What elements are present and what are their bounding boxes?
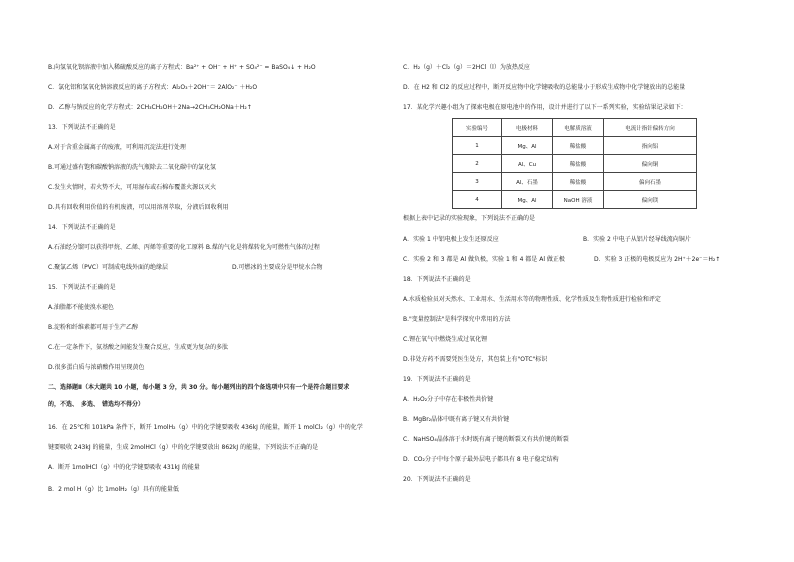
text-line: D.可燃冰的主要成分是甲烷水合物 [232,264,323,271]
table-cell: 2 [453,155,502,173]
section-heading-cont: 的，不选、 多选、 错选均不得分） [48,401,145,408]
table-header: 电极材料 [502,119,553,137]
text-line: C.聚氯乙烯（PVC）可制成电线外面的绝缘层 [48,264,169,271]
text-line: D．CO₂分子中每个原子最外层电子都具有 8 电子稳定结构 [403,456,559,463]
text-line: C．NaHSO₄晶体溶于水时既有离子键的断裂又有共价键的断裂 [403,436,569,443]
table-cell: Mg、Al [502,191,553,209]
table-cell: Mg、Al [502,137,553,155]
table-cell: 4 [453,191,502,209]
text-line: C．实验 2 和 3 都是 Al 做负极，实验 1 和 4 都是 Al 做正极 [403,256,565,263]
text-line: D.具有回收利用价值的有机废液，可以用溶剂萃取，分液后回收利用 [48,204,229,211]
table-header-row [453,119,697,137]
text-line: D.非处方药不需要凭医生处方，其包装上有"OTC"标识 [403,356,548,363]
text-line: A.油脂都不能使溴水褪色 [48,304,114,311]
question-18: 18．下列说法不正确的是 [403,276,471,283]
text-line: A.水质检验员对天然水、工业用水、生活用水等的物理性质、化学性质及生物性质进行检验和评定 [403,296,661,303]
text-line: C.发生火情时，若火势不大，可用湿布或石棉布覆盖火源以灭火 [48,184,217,191]
table-cell: 1 [453,137,502,155]
text-line: C．H₂（g）＋Cl₂（g）＝2HCl（l）为放热反应 [403,64,530,71]
table-header: 电解质溶液 [553,119,604,137]
table-row [453,173,697,191]
table-cell: 稀盐酸 [553,155,604,173]
question-15: 15．下列说法不正确的是 [48,284,116,291]
text-line: B．2 mol H（g）比 1molH₂（g）具有的能量低 [48,486,179,493]
table-cell: 偏向石墨 [604,173,697,191]
text-line: C．氯化铝和氢氧化钠溶液反应的离子方程式：Al₂O₃＋2OH⁻＝ 2AlO₂⁻ ＋H₂O [48,84,258,91]
table-header: 实验编号 [453,119,502,137]
text-line: 键要吸收 243kJ 的能量，生成 2molHCl（g）中的化学键要放出 862kJ 的能量，下列说法不正确的是 [48,444,319,451]
text-line: A．实验 1 中铝电极上发生还原反应 [403,236,499,243]
question-17: 17．某化学兴趣小组为了探索电极在原电池中的作用，设计并进行了以下一系列实验，实验结果记录如下： [403,104,687,111]
table-cell: Al、石墨 [502,173,553,191]
text-line: B．MgBr₂晶体中既有离子键又有共价键 [403,416,510,423]
table-cell: 指向铝 [604,137,697,155]
table-cell: NaOH 溶液 [553,191,604,209]
table-row [453,137,697,155]
text-line: C.锂在氧气中燃烧生成过氧化锂 [403,336,488,343]
table-cell: 偏向镁 [604,191,697,209]
text-line: C.在一定条件下，氨基酸之间能发生聚合反应，生成更为复杂的多肽 [48,344,229,351]
text-line: B．实验 2 中电子从铝片经导线流向铜片 [583,236,691,243]
text-line: 根据上表中记录的实验现象，下列说法不正确的是 [403,215,536,222]
question-13: 13．下列说法不正确的是 [48,124,116,131]
question-16: 16．在 25℃和 101kPa 条件下，断开 1molH₂（g）中的化学键要吸收 436kJ 的能量，断开 1 molCl₂（g）中的化学 [48,424,363,431]
table-row [453,155,697,173]
experiment-table [452,118,697,209]
text-line: B.淀粉和纤维素都可用于生产乙醇 [48,324,139,331]
text-line: A．断开 1molHCl（g）中的化学键要吸收 431kJ 的能量 [48,464,200,471]
table-cell: 稀盐酸 [553,137,604,155]
text-line: B."变量控制法"是科学探究中常用的方法 [403,316,511,323]
table-cell: Al、Cu [502,155,553,173]
text-line: A．H₂O₂分子中存在非极性共价键 [403,396,494,403]
section-heading: 二、选择题Ⅱ（本大题共 10 小题，每小题 3 分，共 30 分。每小题列出的四个备选项中只有一个是符合题目要求 [48,384,350,391]
text-line: D．乙醇与钠反应的化学方程式：2CH₃CH₂OH＋2Na→2CH₃CH₂ONa＋H₂↑ [48,104,252,111]
text-line: A.对于含重金属离子的废液，可利用沉淀法进行处理 [48,144,186,151]
text-line: A.石油经分馏可以获得甲烷、乙烯、丙烯等重要的化工原料 B.煤的气化是将煤转化为可燃性气体的过程 [48,244,320,251]
text-line: D．在 H2 和 Cl2 的反应过程中，断开反应物中化学键吸收的总能量小于形成生成物中化学键放出的总能量 [403,84,686,91]
question-14: 14．下列说法不正确的是 [48,224,116,231]
text-line: D.很多蛋白质与浓硝酸作用呈现黄色 [48,364,145,371]
text-line: B.可通过盛有饱和碳酸钠溶液的洗气瓶除去二氧化碳中的氯化氢 [48,164,217,171]
text-line: D．实验 3 正极的电极反应为 2H⁺＋2e⁻＝H₂↑ [594,256,721,263]
question-20: 20．下列说法不正确的是 [403,476,471,483]
table-header: 电流计指针偏转方向 [604,119,697,137]
table-cell: 3 [453,173,502,191]
table-row [453,191,697,209]
table-cell: 偏向铜 [604,155,697,173]
table-cell: 稀盐酸 [553,173,604,191]
text-line: B.向氢氧化钡溶液中加入稀硫酸反应的离子方程式：Ba²⁺ + OH⁻ + H⁺ + SO₄²⁻ = BaSO₄↓ + H₂O [48,64,316,71]
question-19: 19．下列说法不正确的是 [403,376,471,383]
